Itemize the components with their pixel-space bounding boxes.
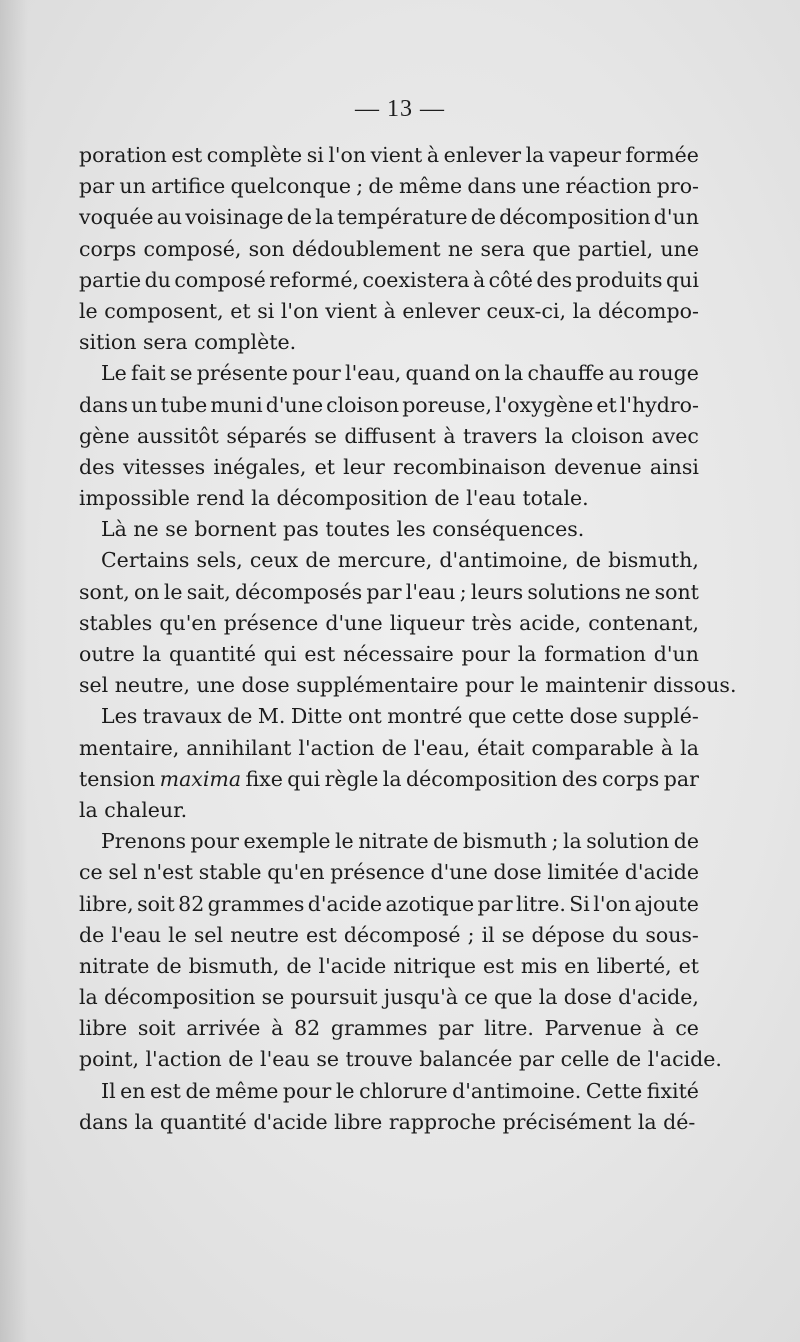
- text-line: Prenons pour exemple le nitrate de bismuth ; la solution de: [101, 829, 699, 854]
- text-line: poration est complète si l'on vient à enlever la vapeur formée: [79, 143, 699, 167]
- text-line: Il en est de même pour le chlorure d'antimoine. Cette fixité: [101, 1078, 699, 1103]
- text-line: partie du composé reformé, coexistera à côté des produits qui: [79, 267, 699, 292]
- text-line: ce sel n'est stable qu'en présence d'une dose limitée d'acide: [79, 860, 699, 885]
- text-line: sition sera complète.: [79, 330, 297, 355]
- paragraph: [79, 358, 699, 514]
- text-line: sel neutre, une dose supplémentaire pour le maintenir dissous.: [79, 673, 737, 698]
- text-line: voquée au voisinage de la température de décomposition d'un: [79, 205, 699, 230]
- text-line: libre soit arrivée à 82 grammes par litre. Parvenue à ce: [79, 1016, 699, 1041]
- paragraph: [79, 701, 699, 826]
- paragraph: [79, 1076, 699, 1138]
- text-line: mentaire, annihilant l'action de l'eau, était comparable à la: [79, 735, 699, 760]
- paragraph: [79, 514, 699, 545]
- page-gutter-shadow: [0, 0, 28, 1342]
- text-line: de l'eau le sel neutre est décomposé ; il se dépose du sous-: [79, 922, 699, 947]
- text-line: Le fait se présente pour l'eau, quand on la chauffe au rouge: [101, 361, 699, 386]
- text-line: par un artifice quelconque ; de même dans une réaction pro-: [79, 174, 699, 199]
- text-line: nitrate de bismuth, de l'acide nitrique est mis en liberté, et: [79, 953, 699, 978]
- text-line: stables qu'en présence d'une liqueur très acide, contenant,: [79, 610, 699, 635]
- text-line: la décomposition se poursuit jusqu'à ce que la dose d'acide,: [79, 985, 699, 1010]
- text-line: point, l'action de l'eau se trouve balancée par celle de l'acide.: [79, 1047, 722, 1072]
- text-line: libre, soit 82 grammes d'acide azotique par litre. Si l'on ajoute: [79, 891, 699, 916]
- paragraph: [79, 140, 699, 358]
- page-number: — 13 —: [355, 96, 445, 122]
- text-line: la chaleur.: [79, 797, 188, 822]
- text-line: Certains sels, ceux de mercure, d'antimoine, de bismuth,: [101, 548, 699, 573]
- text-line: Là ne se bornent pas toutes les conséquences.: [101, 517, 585, 542]
- text-line: Les travaux de M. Ditte ont montré que cette dose supplé-: [101, 704, 699, 729]
- text-line: tension maxima fixe qui règle la décomposition des corps par: [79, 766, 699, 791]
- text-line: le composent, et si l'on vient à enlever ceux-ci, la décompo-: [79, 298, 699, 323]
- text-line: dans un tube muni d'une cloison poreuse, l'oxygène et l'hydro-: [79, 392, 699, 417]
- text-line: dans la quantité d'acide libre rapproche précisément la dé-: [79, 1109, 696, 1134]
- text-line: outre la quantité qui est nécessaire pour la formation d'un: [79, 642, 699, 666]
- text-line: impossible rend la décomposition de l'eau totale.: [79, 486, 589, 511]
- text-line: sont, on le sait, décomposés par l'eau ; leurs solutions ne sont: [79, 579, 699, 604]
- paragraph: [79, 826, 722, 1076]
- text-line: gène aussitôt séparés se diffusent à travers la cloison avec: [79, 423, 699, 448]
- text-line: des vitesses inégales, et leur recombinaison devenue ainsi: [79, 454, 699, 479]
- body-text: [79, 140, 737, 1138]
- paragraph: [79, 545, 737, 701]
- text-line: corps composé, son dédoublement ne sera que partiel, une: [79, 236, 699, 261]
